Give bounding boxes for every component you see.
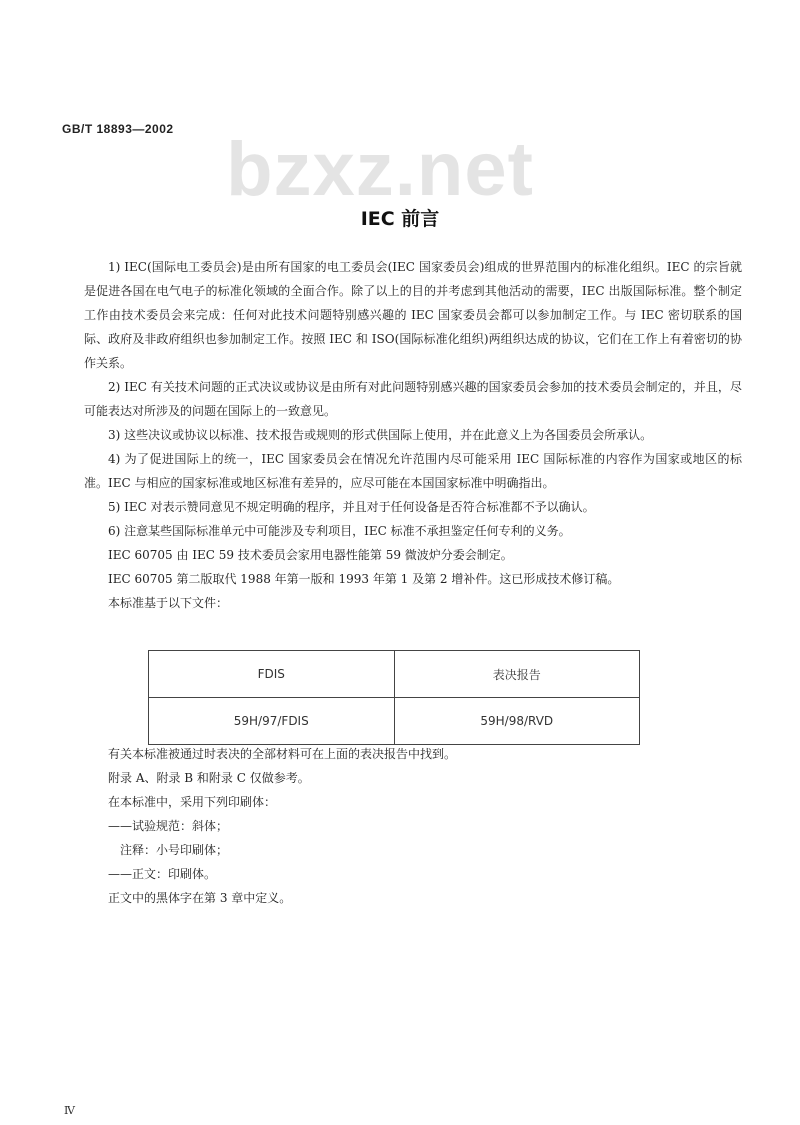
table-row xyxy=(149,698,640,745)
table-header-row xyxy=(149,651,640,698)
body-text xyxy=(84,255,742,615)
post-table-text xyxy=(84,742,742,910)
watermark-logo: bzxz.net xyxy=(226,127,534,212)
voting-table xyxy=(148,650,640,745)
voting-info-line: 有关本标准被通过时表决的全部材料可在上面的表决报告中找到。 xyxy=(108,747,457,761)
standard-code: GB/T 18893—2002 xyxy=(62,122,174,136)
table-cell: 59H/98/RVD xyxy=(394,698,640,745)
committee-line: IEC 60705 由 IEC 59 技术委员会家用电器性能第 59 微波炉分委会制定。 xyxy=(108,548,513,562)
table-cell: 59H/97/FDIS xyxy=(149,698,395,745)
edition-line: IEC 60705 第二版取代 1988 年第一版和 1993 年第 1 及第 2 增补件。这已形成技术修订稿。 xyxy=(108,572,620,586)
paragraph-4: 4) 为了促进国际上的统一，IEC 国家委员会在情况允许范围内尽可能采用 IEC 国际标准的内容作为国家或地区的标准。IEC 与相应的国家标准或地区标准有差异的，应尽可能在本国国家标准中明确指出。 xyxy=(84,452,742,490)
typeface-intro-line: 在本标准中，采用下列印刷体： xyxy=(108,795,277,809)
paragraph-1: 1) IEC(国际电工委员会)是由所有国家的电工委员会(IEC 国家委员会)组成的世界范围内的标准化组织。IEC 的宗旨就是促进各国在电气电子的标准化领域的全面合作。除了以上的目的并考虑到其他活动的需要，IEC 出版国际标准。整个制定工作由技术委员会来完成：任何对此技术问题特别感兴趣的 IEC 国家委员会都可以参加制定工作。与 IEC 密切联系的国际、政府及非政府组织也参加制定工作。按照 IEC 和 ISO(国际标准化组织)两组织达成的协议，它们在工作上有着密切的协作关系。 xyxy=(84,260,742,370)
list-item: ——试验规范：斜体； xyxy=(108,819,229,833)
paragraph-3: 3) 这些决议或协议以标准、技术报告或规则的形式供国际上使用，并在此意义上为各国委员会所承认。 xyxy=(108,428,653,442)
definition-note-line: 正文中的黑体字在第 3 章中定义。 xyxy=(108,891,292,905)
based-on-line: 本标准基于以下文件： xyxy=(108,596,229,610)
list-item: 注释：小号印刷体； xyxy=(120,843,229,857)
paragraph-6: 6) 注意某些国际标准单元中可能涉及专利项目，IEC 标准不承担鉴定任何专利的义务。 xyxy=(108,524,571,538)
list-item: ——正文：印刷体。 xyxy=(108,867,217,881)
table-header-cell: FDIS xyxy=(149,651,395,698)
page-number: Ⅳ xyxy=(64,1104,75,1117)
annex-info-line: 附录 A、附录 B 和附录 C 仅做参考。 xyxy=(108,771,310,785)
table-header-cell: 表决报告 xyxy=(394,651,640,698)
page-title: IEC 前言 xyxy=(360,208,440,230)
paragraph-5: 5) IEC 对表示赞同意见不规定明确的程序，并且对于任何设备是否符合标准都不予以确认。 xyxy=(108,500,595,514)
paragraph-2: 2) IEC 有关技术问题的正式决议或协议是由所有对此问题特别感兴趣的国家委员会参加的技术委员会制定的，并且，尽可能表达对所涉及的问题在国际上的一致意见。 xyxy=(84,380,742,418)
